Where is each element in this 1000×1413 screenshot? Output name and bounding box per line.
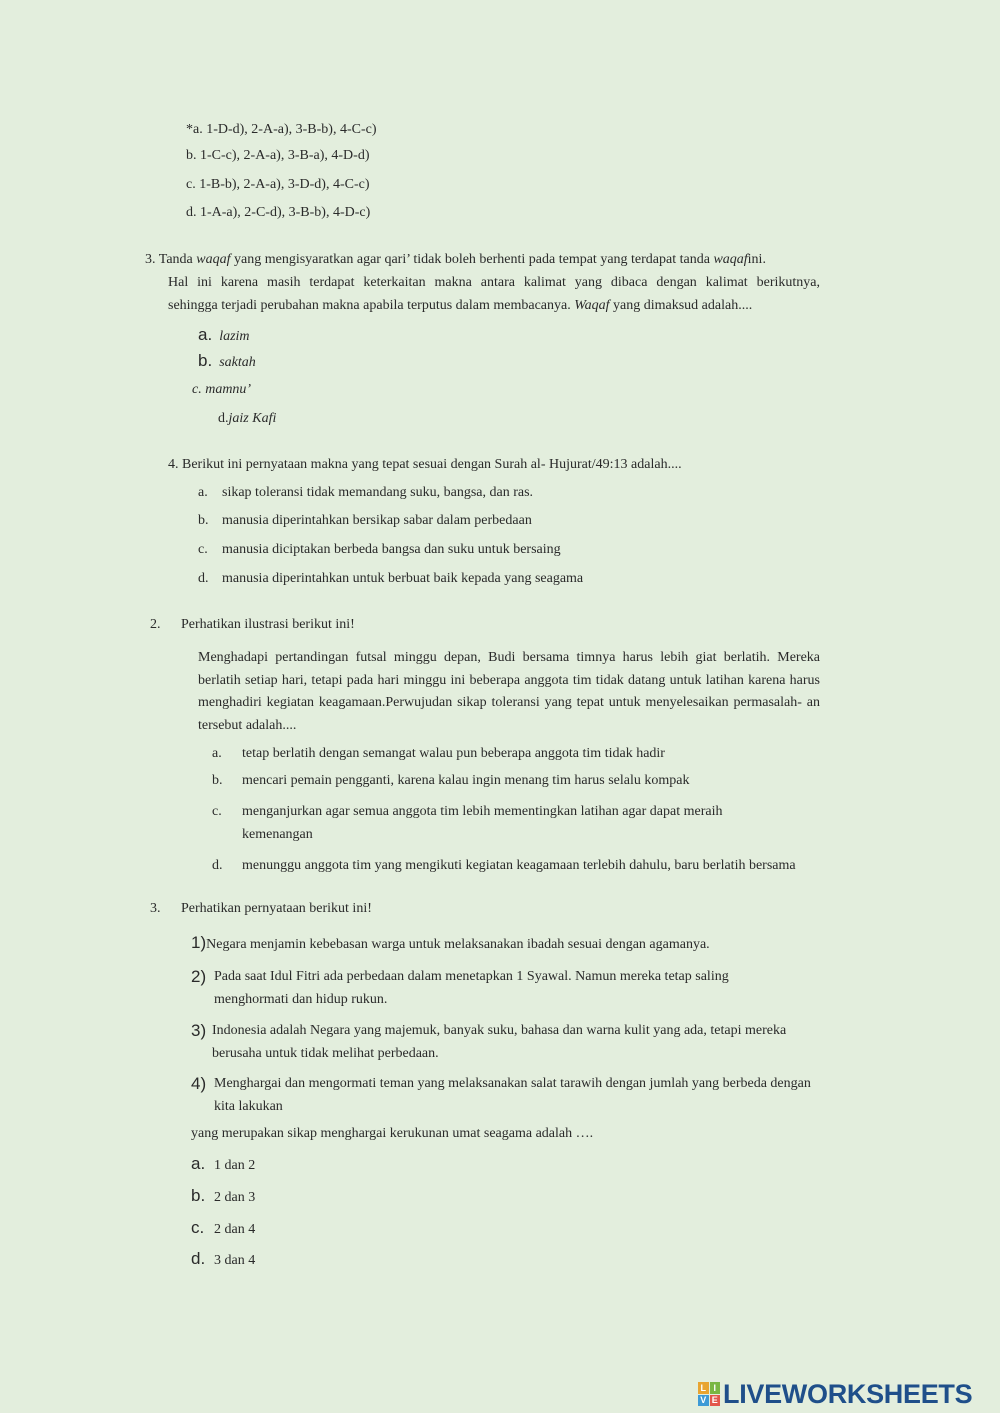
q3-number: 3. — [145, 252, 156, 267]
liveworksheets-logo[interactable] — [698, 1379, 972, 1409]
s3-option-b: b. 2 dan 3 — [191, 1186, 256, 1205]
s2-option-c: c. menganjurkan agar semua anggota tim lebih mementingkan latihan agar dapat meraih kemenangan — [212, 804, 723, 842]
s2-option-b: b. mencari pemain pengganti, karena kalau ingin menang tim harus selalu kompak — [212, 773, 690, 788]
q4-option-d: d. manusia diperintahkan untuk berbuat baik kepada yang seagama — [198, 571, 584, 586]
prev-option-a: *a. 1-D-d), 2-A-a), 3-B-b), 4-C-c) — [186, 122, 377, 137]
s2-paragraph: Menghadapi pertandingan futsal minggu depan, Budi bersama timnya harus lebih giat berlatih. Mereka berlatih setiap hari, tetapi pada hari minggu ini beberapa anggota tim tidak datang untuk latihan karena harus menghadiri kegiatan keagamaan.Perwujudan sikap toleransi yang tepat untuk menyelesaikan permasalah- an tersebut adalah.... — [198, 650, 820, 733]
prev-option-d: d. 1-A-a), 2-C-d), 3-B-b), 4-D-c) — [186, 205, 371, 220]
q4-option-b: b. manusia diperintahkan bersikap sabar dalam perbedaan — [198, 513, 532, 528]
q3-option-c: c. mamnu’ — [192, 382, 252, 397]
prev-option-c: c. 1-B-b), 2-A-a), 3-D-d), 4-C-c) — [186, 177, 370, 192]
q4-question: 4. Berikut ini pernyataan makna yang tepat sesuai dengan Surah al- Hujurat/49:13 adalah.... — [168, 457, 682, 472]
logo-mark-i: I — [710, 1382, 721, 1394]
s2-option-d: d. menunggu anggota tim yang mengikuti kegiatan keagamaan terlebih dahulu, baru berlatih bersama — [212, 858, 796, 873]
s3-statement-3: 3) Indonesia adalah Negara yang majemuk, banyak suku, bahasa dan warna kulit yang ada, tetapi mereka berusaha untuk tidak melihat perbedaan. — [191, 1021, 787, 1061]
logo-mark-e: E — [710, 1395, 721, 1407]
q3-line1: 3. Tanda waqaf yang mengisyaratkan agar qari’ tidak boleh berhenti pada tempat yang terdapat tanda waqafini. — [145, 252, 766, 267]
s2-heading: 2. Perhatikan ilustrasi berikut ini! — [150, 617, 355, 632]
s3-option-c: c. 2 dan 4 — [191, 1218, 256, 1237]
logo-mark-v: V — [698, 1395, 709, 1407]
s3-statement-1: 1)Negara menjamin kebebasan warga untuk melaksanakan ibadah sesuai dengan agamanya. — [191, 933, 710, 952]
s2-option-a: a. tetap berlatih dengan semangat walau pun beberapa anggota tim tidak hadir — [212, 746, 665, 761]
q3-line2: Hal ini karena masih terdapat keterkaitan makna antara kalimat yang dibaca dengan kalimat berikutnya, — [168, 275, 820, 290]
s3-heading: 3. Perhatikan pernyataan berikut ini! — [150, 901, 372, 916]
s3-statement-2: 2) Pada saat Idul Fitri ada perbedaan dalam menetapkan 1 Syawal. Namun mereka tetap saling menghormati dan hidup rukun. — [191, 967, 729, 1007]
s3-option-a: a. 1 dan 2 — [191, 1154, 256, 1173]
logo-mark-l: L — [698, 1382, 709, 1394]
q4-option-a: a. sikap toleransi tidak memandang suku, bangsa, dan ras. — [198, 485, 534, 500]
q3-option-a: a. lazim — [198, 325, 250, 344]
logo-mark-icon — [698, 1382, 720, 1406]
s3-statement-4: 4) Menghargai dan mengormati teman yang melaksanakan salat tarawih dengan jumlah yang berbeda dengan kita lakukan — [191, 1074, 811, 1114]
s3-prompt: yang merupakan sikap menghargai kerukunan umat seagama adalah …. — [191, 1126, 594, 1141]
s3-option-d: d. 3 dan 4 — [191, 1249, 256, 1268]
q3-option-b: b. saktah — [198, 351, 256, 370]
logo-text: LIVEWORKSHEETS — [723, 1378, 973, 1409]
prev-option-b: b. 1-C-c), 2-A-a), 3-B-a), 4-D-d) — [186, 148, 370, 163]
q4-option-c: c. manusia diciptakan berbeda bangsa dan suku untuk bersaing — [198, 542, 561, 557]
q3-line3: sehingga terjadi perubahan makna apabila terputus dalam membacanya. Waqaf yang dimaksud adalah.... — [168, 298, 753, 313]
q3-option-d: d.jaiz Kafi — [218, 411, 277, 426]
